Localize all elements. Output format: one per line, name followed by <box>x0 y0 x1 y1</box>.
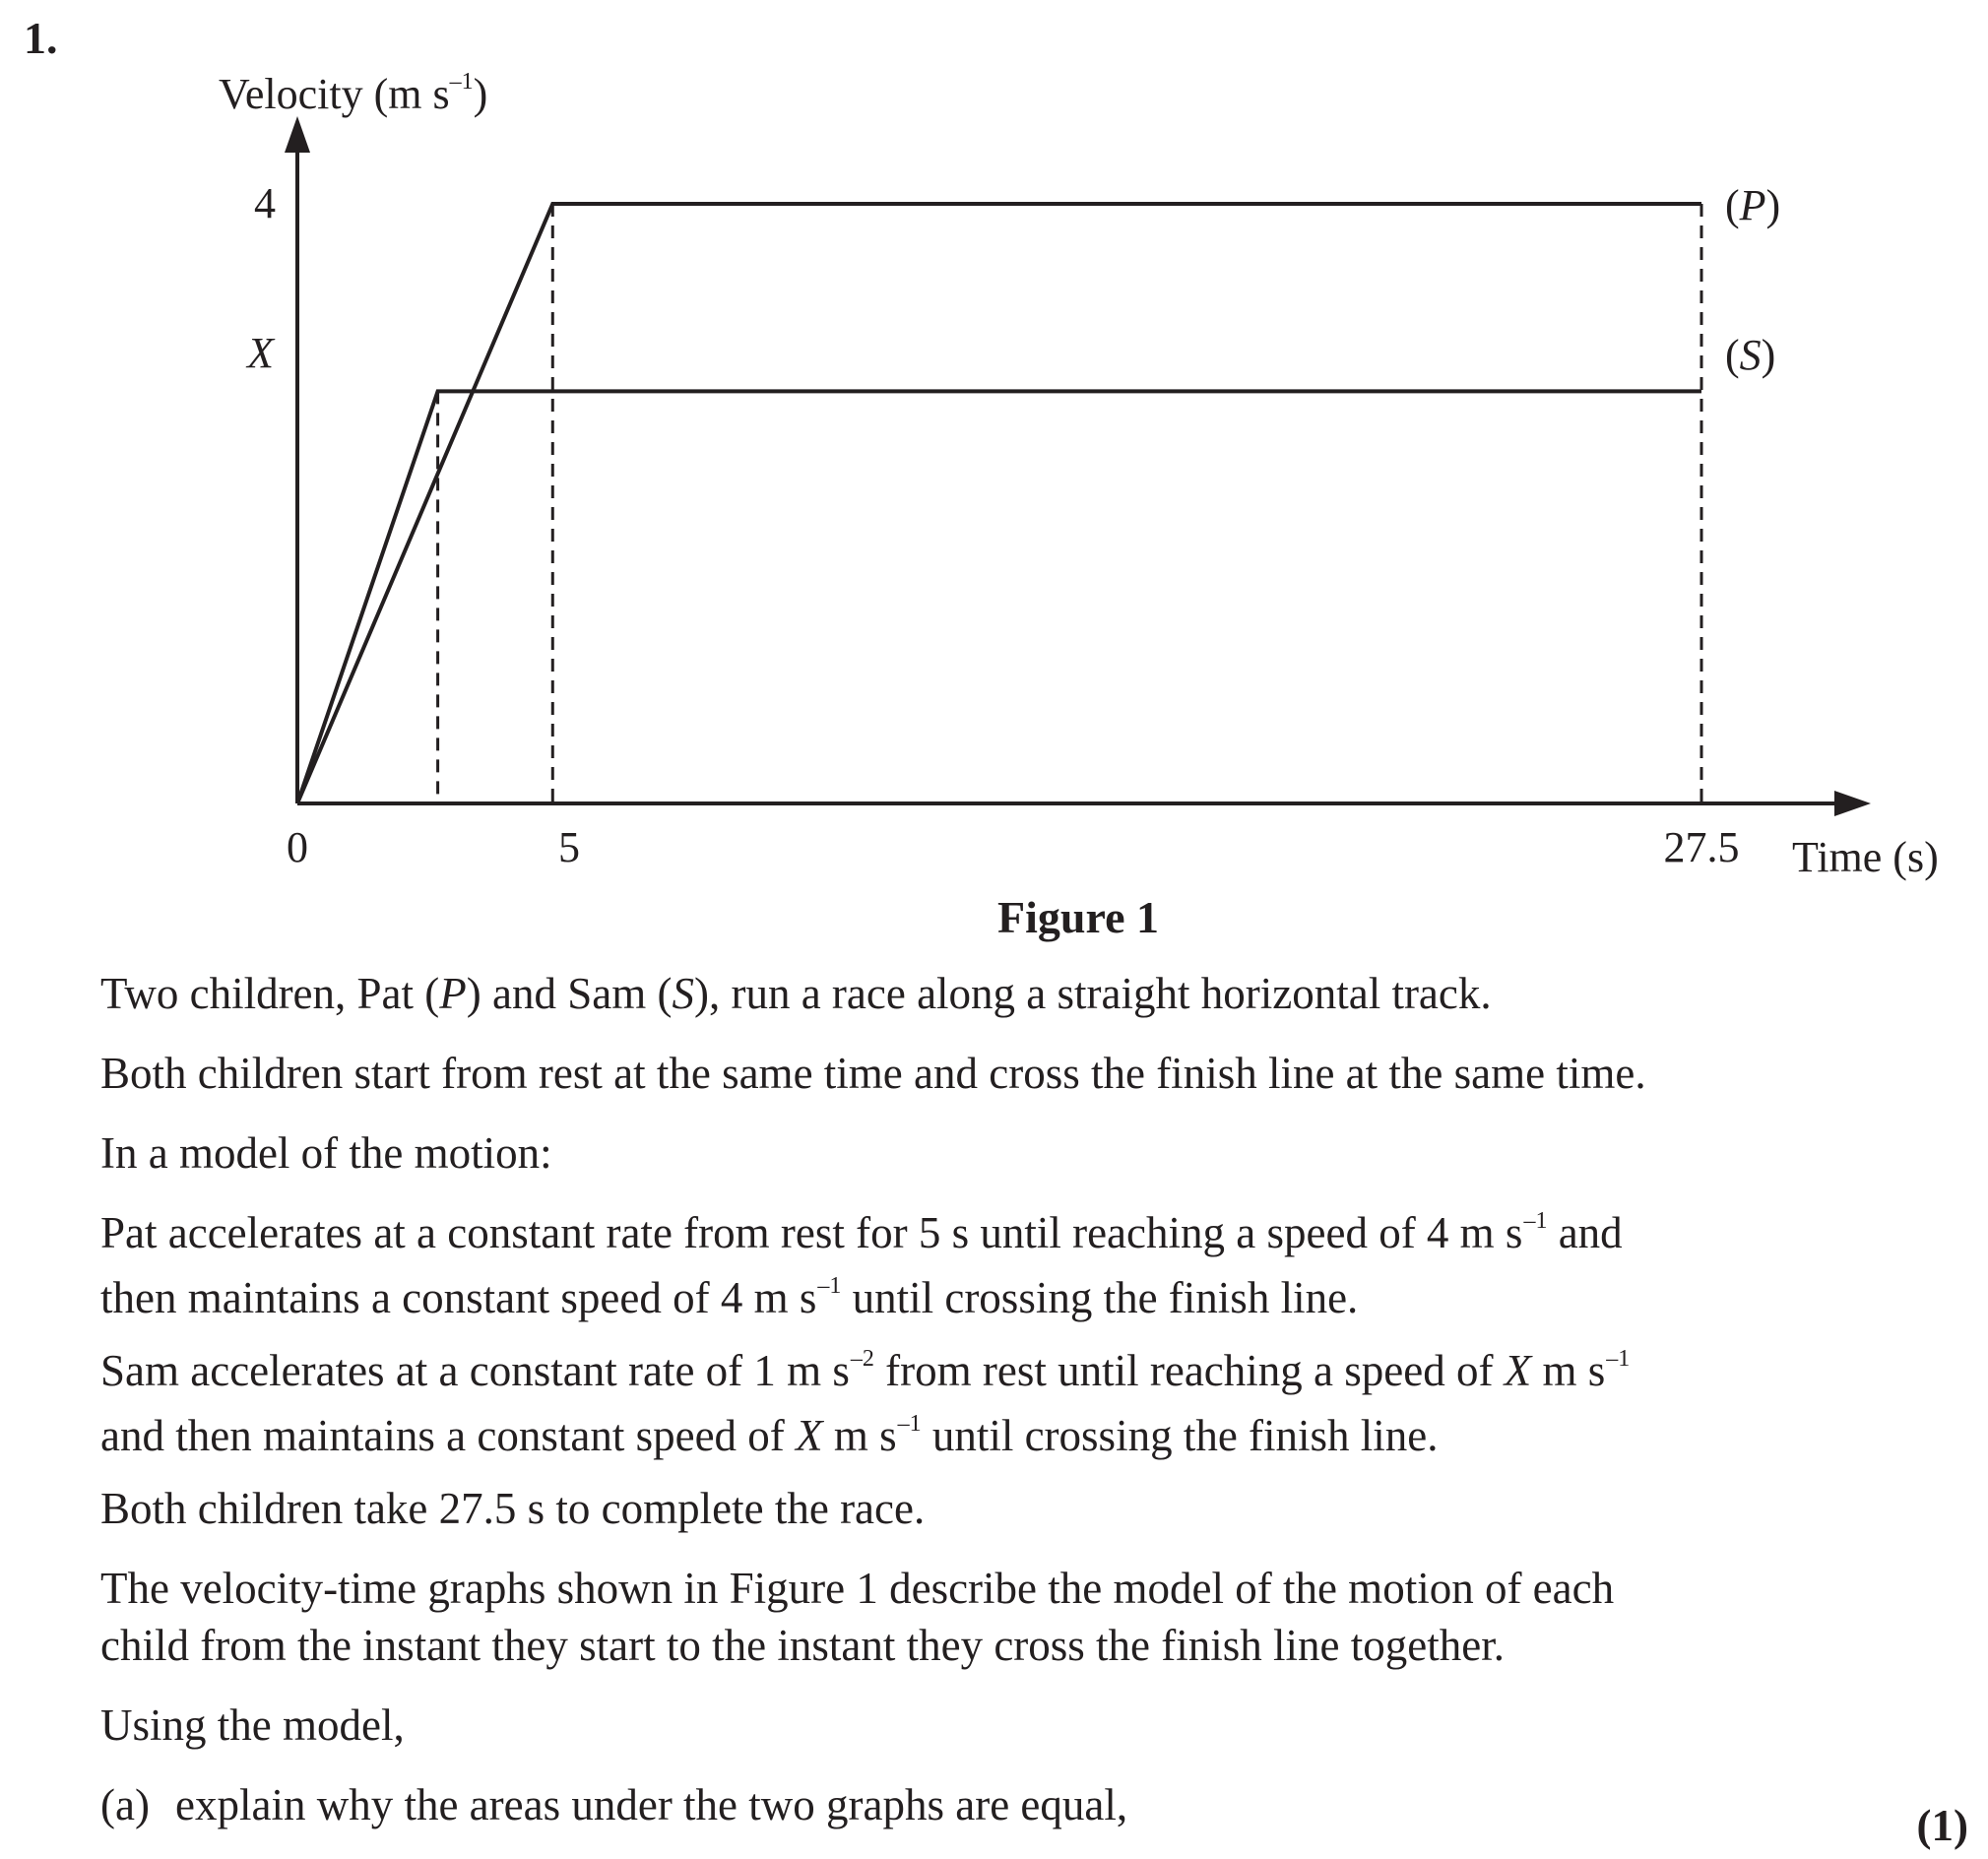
part-a <box>100 1776 1912 1833</box>
paragraph-2: Both children start from rest at the same time and cross the finish line at the same time. <box>100 1049 1646 1098</box>
paragraph-5: Sam accelerates at a constant rate of 1 m $s^{-2}$ from rest until reaching a speed of X m $s^{-1}$ and then maintains a constant speed of X m $s^{-1}$ until crossing the finish line. <box>100 1346 1631 1460</box>
part-a-text: explain why the areas under the two graphs are equal, <box>175 1780 1128 1829</box>
x-axis-arrow <box>1834 791 1871 816</box>
x-tick-5: 5 <box>558 823 580 871</box>
x-axis-label: Time (s) <box>1792 833 1939 881</box>
y-axis-label-end: ) <box>473 70 488 118</box>
paragraph-3: In a model of the motion: <box>100 1128 552 1178</box>
marks: (1) <box>1916 1801 1968 1850</box>
figure-caption: Figure 1 <box>997 892 1159 942</box>
y-axis-label-main: Velocity (m s <box>219 70 450 118</box>
series-s-line <box>297 391 1701 803</box>
paragraph-6: Both children take 27.5 s to complete the race. <box>100 1484 926 1533</box>
question-number: 1. <box>24 13 58 63</box>
y-axis-label-sup: –1 <box>449 69 474 95</box>
series-lines <box>297 204 1701 803</box>
figure-labels <box>219 69 1939 881</box>
dashed-guides <box>438 204 1701 803</box>
paragraph-8: Using the model, <box>100 1700 405 1750</box>
x-tick-0: 0 <box>287 823 308 871</box>
part-a-label: (a) <box>100 1780 150 1829</box>
y-axis-label <box>219 69 487 118</box>
series-s-label: (S) <box>1725 331 1776 379</box>
x-tick-27-5: 27.5 <box>1663 823 1740 871</box>
series-p-label: (P) <box>1725 181 1781 229</box>
paragraph-7: The velocity-time graphs shown in Figure 1 describe the model of the motion of each child from the instant they start to the instant they cross the finish line together. <box>100 1564 1615 1670</box>
y-tick-x: X <box>247 329 274 377</box>
y-tick-4: 4 <box>254 179 276 227</box>
series-p-line <box>297 204 1701 803</box>
axes <box>285 116 1871 816</box>
paragraph-4: Pat accelerates at a constant rate from rest for 5 s until reaching a speed of 4 m $s^{-1}$ and then maintains a constant speed of 4 m $s^{-1}$ until crossing the finish line. <box>100 1208 1623 1322</box>
velocity-time-graph <box>0 0 1988 886</box>
paragraph-1: Two children, Pat (P) and Sam (S), run a race along a straight horizontal track. <box>100 969 1492 1018</box>
y-axis-arrow <box>285 116 310 153</box>
